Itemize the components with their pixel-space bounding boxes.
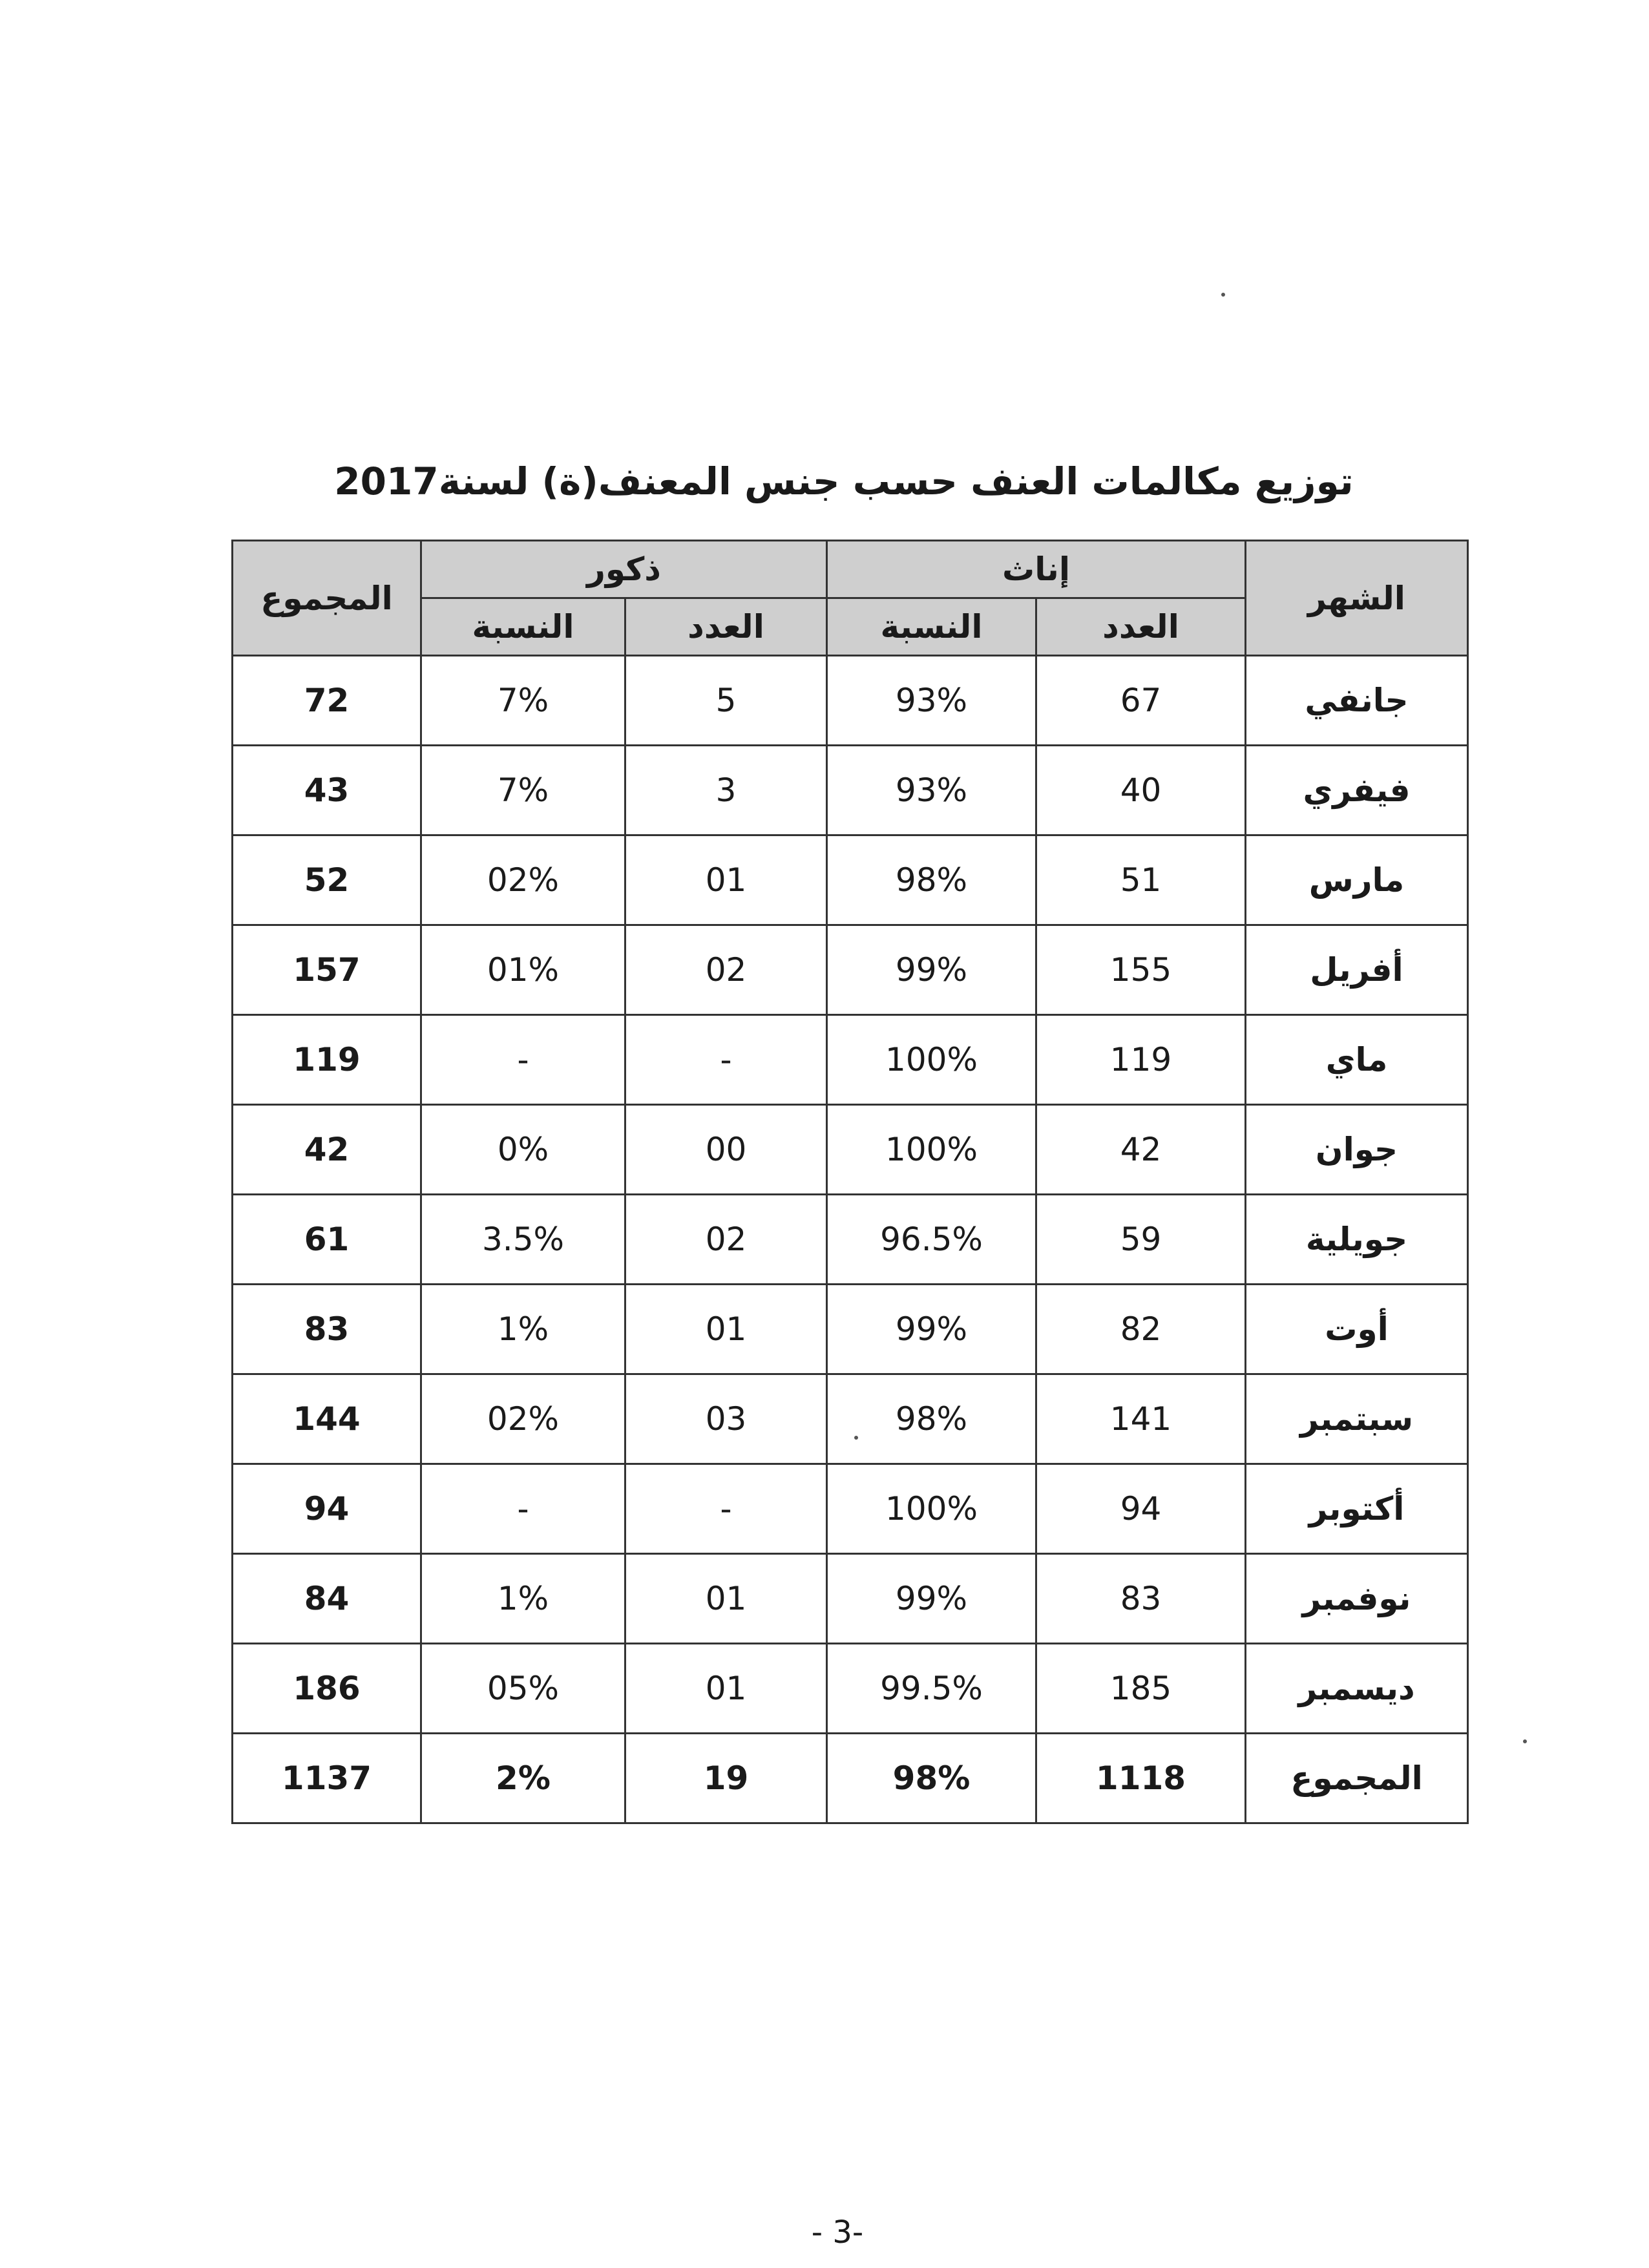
header-males-count: العدد: [625, 598, 827, 656]
table-row: [233, 1105, 1468, 1195]
total-males-ratio-cell: 2%: [421, 1734, 625, 1823]
males-count-cell: 01: [625, 1644, 827, 1734]
speck-mark: [854, 1436, 858, 1440]
table-row: [233, 1374, 1468, 1464]
males-ratio-cell: 02%: [421, 1374, 625, 1464]
month-cell: أوت: [1246, 1285, 1468, 1374]
males-count-cell: 00: [625, 1105, 827, 1195]
females-ratio-cell: 93%: [827, 746, 1036, 835]
males-count-cell: 02: [625, 1195, 827, 1285]
males-ratio-cell: 7%: [421, 746, 625, 835]
females-count-cell: 42: [1036, 1105, 1246, 1195]
month-cell: ماي: [1246, 1015, 1468, 1105]
females-ratio-cell: 100%: [827, 1464, 1036, 1554]
row-total-cell: 61: [233, 1195, 421, 1285]
month-cell: أكتوبر: [1246, 1464, 1468, 1554]
females-count-cell: 94: [1036, 1464, 1246, 1554]
males-ratio-cell: 05%: [421, 1644, 625, 1734]
row-total-cell: 157: [233, 925, 421, 1015]
total-females-ratio-cell: 98%: [827, 1734, 1036, 1823]
females-ratio-cell: 93%: [827, 656, 1036, 746]
males-count-cell: 01: [625, 1285, 827, 1374]
month-cell: نوفمبر: [1246, 1554, 1468, 1644]
header-total: المجموع: [233, 541, 421, 656]
females-count-cell: 141: [1036, 1374, 1246, 1464]
table-row: [233, 656, 1468, 746]
females-count-cell: 67: [1036, 656, 1246, 746]
males-ratio-cell: 01%: [421, 925, 625, 1015]
table-header-row: [233, 541, 1468, 598]
row-total-cell: 84: [233, 1554, 421, 1644]
row-total-cell: 144: [233, 1374, 421, 1464]
row-total-cell: 52: [233, 835, 421, 925]
males-count-cell: 5: [625, 656, 827, 746]
row-total-cell: 43: [233, 746, 421, 835]
month-cell: جانفي: [1246, 656, 1468, 746]
females-count-cell: 51: [1036, 835, 1246, 925]
row-total-cell: 83: [233, 1285, 421, 1374]
males-count-cell: 3: [625, 746, 827, 835]
header-females: إناث: [827, 541, 1246, 598]
females-ratio-cell: 96.5%: [827, 1195, 1036, 1285]
males-ratio-cell: 02%: [421, 835, 625, 925]
females-ratio-cell: 100%: [827, 1015, 1036, 1105]
males-ratio-cell: 0%: [421, 1105, 625, 1195]
females-ratio-cell: 98%: [827, 835, 1036, 925]
females-ratio-cell: 99.5%: [827, 1644, 1036, 1734]
males-ratio-cell: -: [421, 1464, 625, 1554]
table-row: [233, 1285, 1468, 1374]
month-cell: فيفري: [1246, 746, 1468, 835]
grand-total-cell: 1137: [233, 1734, 421, 1823]
row-total-cell: 119: [233, 1015, 421, 1105]
males-ratio-cell: 7%: [421, 656, 625, 746]
males-count-cell: -: [625, 1015, 827, 1105]
calls-by-gender-table: [231, 540, 1469, 1824]
month-cell: سبتمبر: [1246, 1374, 1468, 1464]
month-cell: مارس: [1246, 835, 1468, 925]
header-month: الشهر: [1246, 541, 1468, 656]
males-count-cell: 01: [625, 835, 827, 925]
month-cell: أفريل: [1246, 925, 1468, 1015]
table-row: [233, 835, 1468, 925]
males-count-cell: -: [625, 1464, 827, 1554]
row-total-cell: 42: [233, 1105, 421, 1195]
table-row: [233, 1464, 1468, 1554]
page-title: توزيع مكالمات العنف حسب جنس المعنف(ة) لسنة2017: [334, 459, 1354, 503]
speck-mark: [1523, 1739, 1527, 1743]
females-count-cell: 119: [1036, 1015, 1246, 1105]
total-females-count-cell: 1118: [1036, 1734, 1246, 1823]
speck-mark: [1221, 293, 1225, 297]
header-males: ذكور: [421, 541, 827, 598]
month-cell: جويلية: [1246, 1195, 1468, 1285]
table-row: [233, 1554, 1468, 1644]
males-count-cell: 01: [625, 1554, 827, 1644]
males-count-cell: 03: [625, 1374, 827, 1464]
table-row: [233, 1644, 1468, 1734]
females-ratio-cell: 100%: [827, 1105, 1036, 1195]
table-body: [233, 656, 1468, 1823]
females-count-cell: 185: [1036, 1644, 1246, 1734]
females-ratio-cell: 99%: [827, 1285, 1036, 1374]
total-label-cell: المجموع: [1246, 1734, 1468, 1823]
table-row: [233, 925, 1468, 1015]
females-count-cell: 40: [1036, 746, 1246, 835]
females-ratio-cell: 98%: [827, 1374, 1036, 1464]
month-cell: جوان: [1246, 1105, 1468, 1195]
females-count-cell: 83: [1036, 1554, 1246, 1644]
header-males-ratio: النسبة: [421, 598, 625, 656]
females-count-cell: 59: [1036, 1195, 1246, 1285]
males-ratio-cell: 1%: [421, 1285, 625, 1374]
row-total-cell: 186: [233, 1644, 421, 1734]
males-ratio-cell: -: [421, 1015, 625, 1105]
table-row: [233, 1015, 1468, 1105]
header-females-count: العدد: [1036, 598, 1246, 656]
row-total-cell: 72: [233, 656, 421, 746]
table-total-row: [233, 1734, 1468, 1823]
row-total-cell: 94: [233, 1464, 421, 1554]
females-ratio-cell: 99%: [827, 925, 1036, 1015]
table-row: [233, 1195, 1468, 1285]
month-cell: ديسمبر: [1246, 1644, 1468, 1734]
males-ratio-cell: 3.5%: [421, 1195, 625, 1285]
females-count-cell: 82: [1036, 1285, 1246, 1374]
males-ratio-cell: 1%: [421, 1554, 625, 1644]
females-count-cell: 155: [1036, 925, 1246, 1015]
total-males-count-cell: 19: [625, 1734, 827, 1823]
males-count-cell: 02: [625, 925, 827, 1015]
table-row: [233, 746, 1468, 835]
header-females-ratio: النسبة: [827, 598, 1036, 656]
page-number: - 3-: [811, 2214, 864, 2251]
females-ratio-cell: 99%: [827, 1554, 1036, 1644]
